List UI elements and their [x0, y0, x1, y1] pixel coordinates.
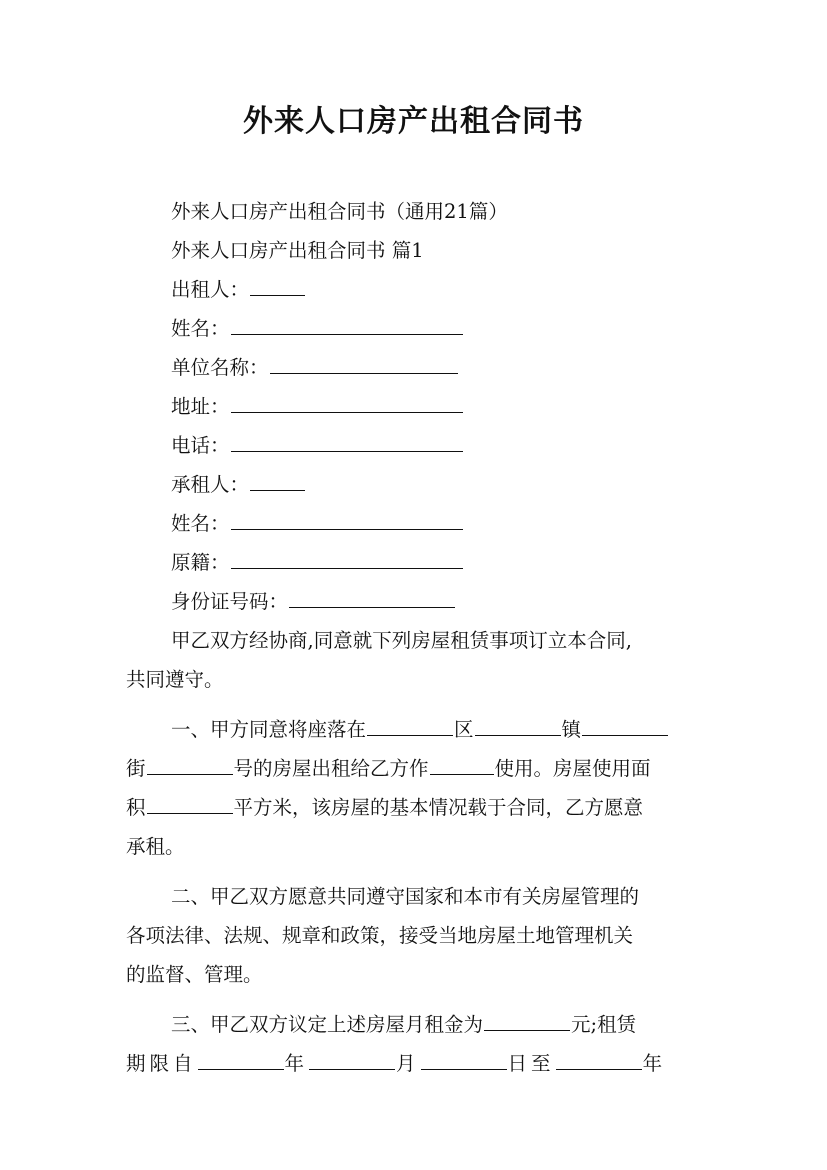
lessor-phone-blank[interactable] — [231, 427, 463, 452]
town-blank[interactable] — [475, 711, 561, 736]
rent-blank[interactable] — [484, 1006, 570, 1031]
clause2-line-2: 各项法律、法规、规章和政策，接受当地房屋土地管理机关 — [126, 924, 634, 947]
lessor-name-blank[interactable] — [231, 310, 463, 335]
start-month-blank[interactable] — [309, 1045, 395, 1070]
clause3-text: 月 — [396, 1052, 420, 1075]
document-body — [126, 192, 704, 1083]
area-blank[interactable] — [147, 789, 233, 814]
start-year-blank[interactable] — [198, 1045, 284, 1070]
lessor-phone-label: 电话： — [171, 434, 230, 457]
number-blank[interactable] — [147, 750, 233, 775]
start-day-blank[interactable] — [421, 1045, 507, 1070]
lessor-unit-blank[interactable] — [270, 349, 458, 374]
clause3-text: 元;租赁 — [571, 1013, 637, 1036]
clause1-text: 街 — [126, 757, 146, 780]
intro-line-2: 共同遵守。 — [126, 668, 224, 691]
lessor-address-label: 地址： — [171, 395, 230, 418]
lessee-id-label: 身份证号码： — [171, 590, 289, 613]
lessee-origin-label: 原籍： — [171, 551, 230, 574]
lessor-address-line — [126, 387, 704, 426]
clause1-line-1 — [126, 710, 704, 749]
document-title: 外来人口房产出租合同书 — [243, 104, 584, 139]
clause3-text: 年 — [642, 1052, 667, 1075]
clause3-text: 日至 — [507, 1052, 555, 1075]
lessor-address-blank[interactable] — [231, 388, 463, 413]
clause3-line-2 — [126, 1044, 704, 1083]
lessee-line — [126, 465, 704, 504]
clause3-text: 期限自 — [126, 1052, 197, 1075]
lessee-label: 承租人： — [171, 473, 250, 496]
clause1-text: 积 — [126, 796, 146, 819]
clause2-line-1: 二、甲乙双方愿意共同遵守国家和本市有关房屋管理的 — [171, 885, 640, 908]
usage-blank[interactable] — [430, 750, 494, 775]
lessee-blank[interactable] — [250, 466, 305, 491]
clause1-line-2 — [126, 749, 704, 788]
lessor-blank[interactable] — [250, 271, 305, 296]
district-blank[interactable] — [367, 711, 453, 736]
lessee-name-label: 姓名： — [171, 512, 230, 535]
intro-line-1: 甲乙双方经协商,同意就下列房屋租赁事项订立本合同, — [171, 629, 632, 652]
subtitle: 外来人口房产出租合同书（通用21篇） — [171, 200, 508, 223]
clause1-text: 镇 — [561, 718, 582, 741]
clause3-text: 三、甲乙双方议定上述房屋月租金为 — [171, 1013, 484, 1036]
clause1-line-4: 承租。 — [126, 835, 185, 858]
clause1-text: 使用。房屋使用面 — [494, 757, 651, 780]
end-year-blank[interactable] — [556, 1045, 642, 1070]
lessee-origin-blank[interactable] — [231, 544, 463, 569]
lessor-unit-line — [126, 348, 704, 387]
lessee-id-line — [126, 582, 704, 621]
lessee-name-blank[interactable] — [231, 505, 463, 530]
lessor-name-label: 姓名： — [171, 317, 230, 340]
lessor-unit-label: 单位名称： — [171, 356, 269, 379]
clause1-line-3 — [126, 788, 704, 827]
lessor-name-line — [126, 309, 704, 348]
lessor-phone-line — [126, 426, 704, 465]
lessor-line — [126, 270, 704, 309]
lessee-name-line — [126, 504, 704, 543]
clause3-text: 年 — [284, 1052, 309, 1075]
lessor-label: 出租人： — [171, 278, 250, 301]
clause2-line-3: 的监督、管理。 — [126, 963, 263, 986]
clause1-text: 一、甲方同意将座落在 — [171, 718, 367, 741]
lessee-origin-line — [126, 543, 704, 582]
lessee-id-blank[interactable] — [289, 583, 455, 608]
street-blank[interactable] — [582, 711, 668, 736]
clause1-text: 号的房屋出租给乙方作 — [233, 757, 429, 780]
clause3-line-1 — [126, 1005, 704, 1044]
section-heading: 外来人口房产出租合同书 篇1 — [171, 239, 424, 262]
clause1-text: 区 — [454, 718, 474, 741]
clause1-text: 平方米，该房屋的基本情况载于合同，乙方愿意 — [233, 796, 644, 819]
